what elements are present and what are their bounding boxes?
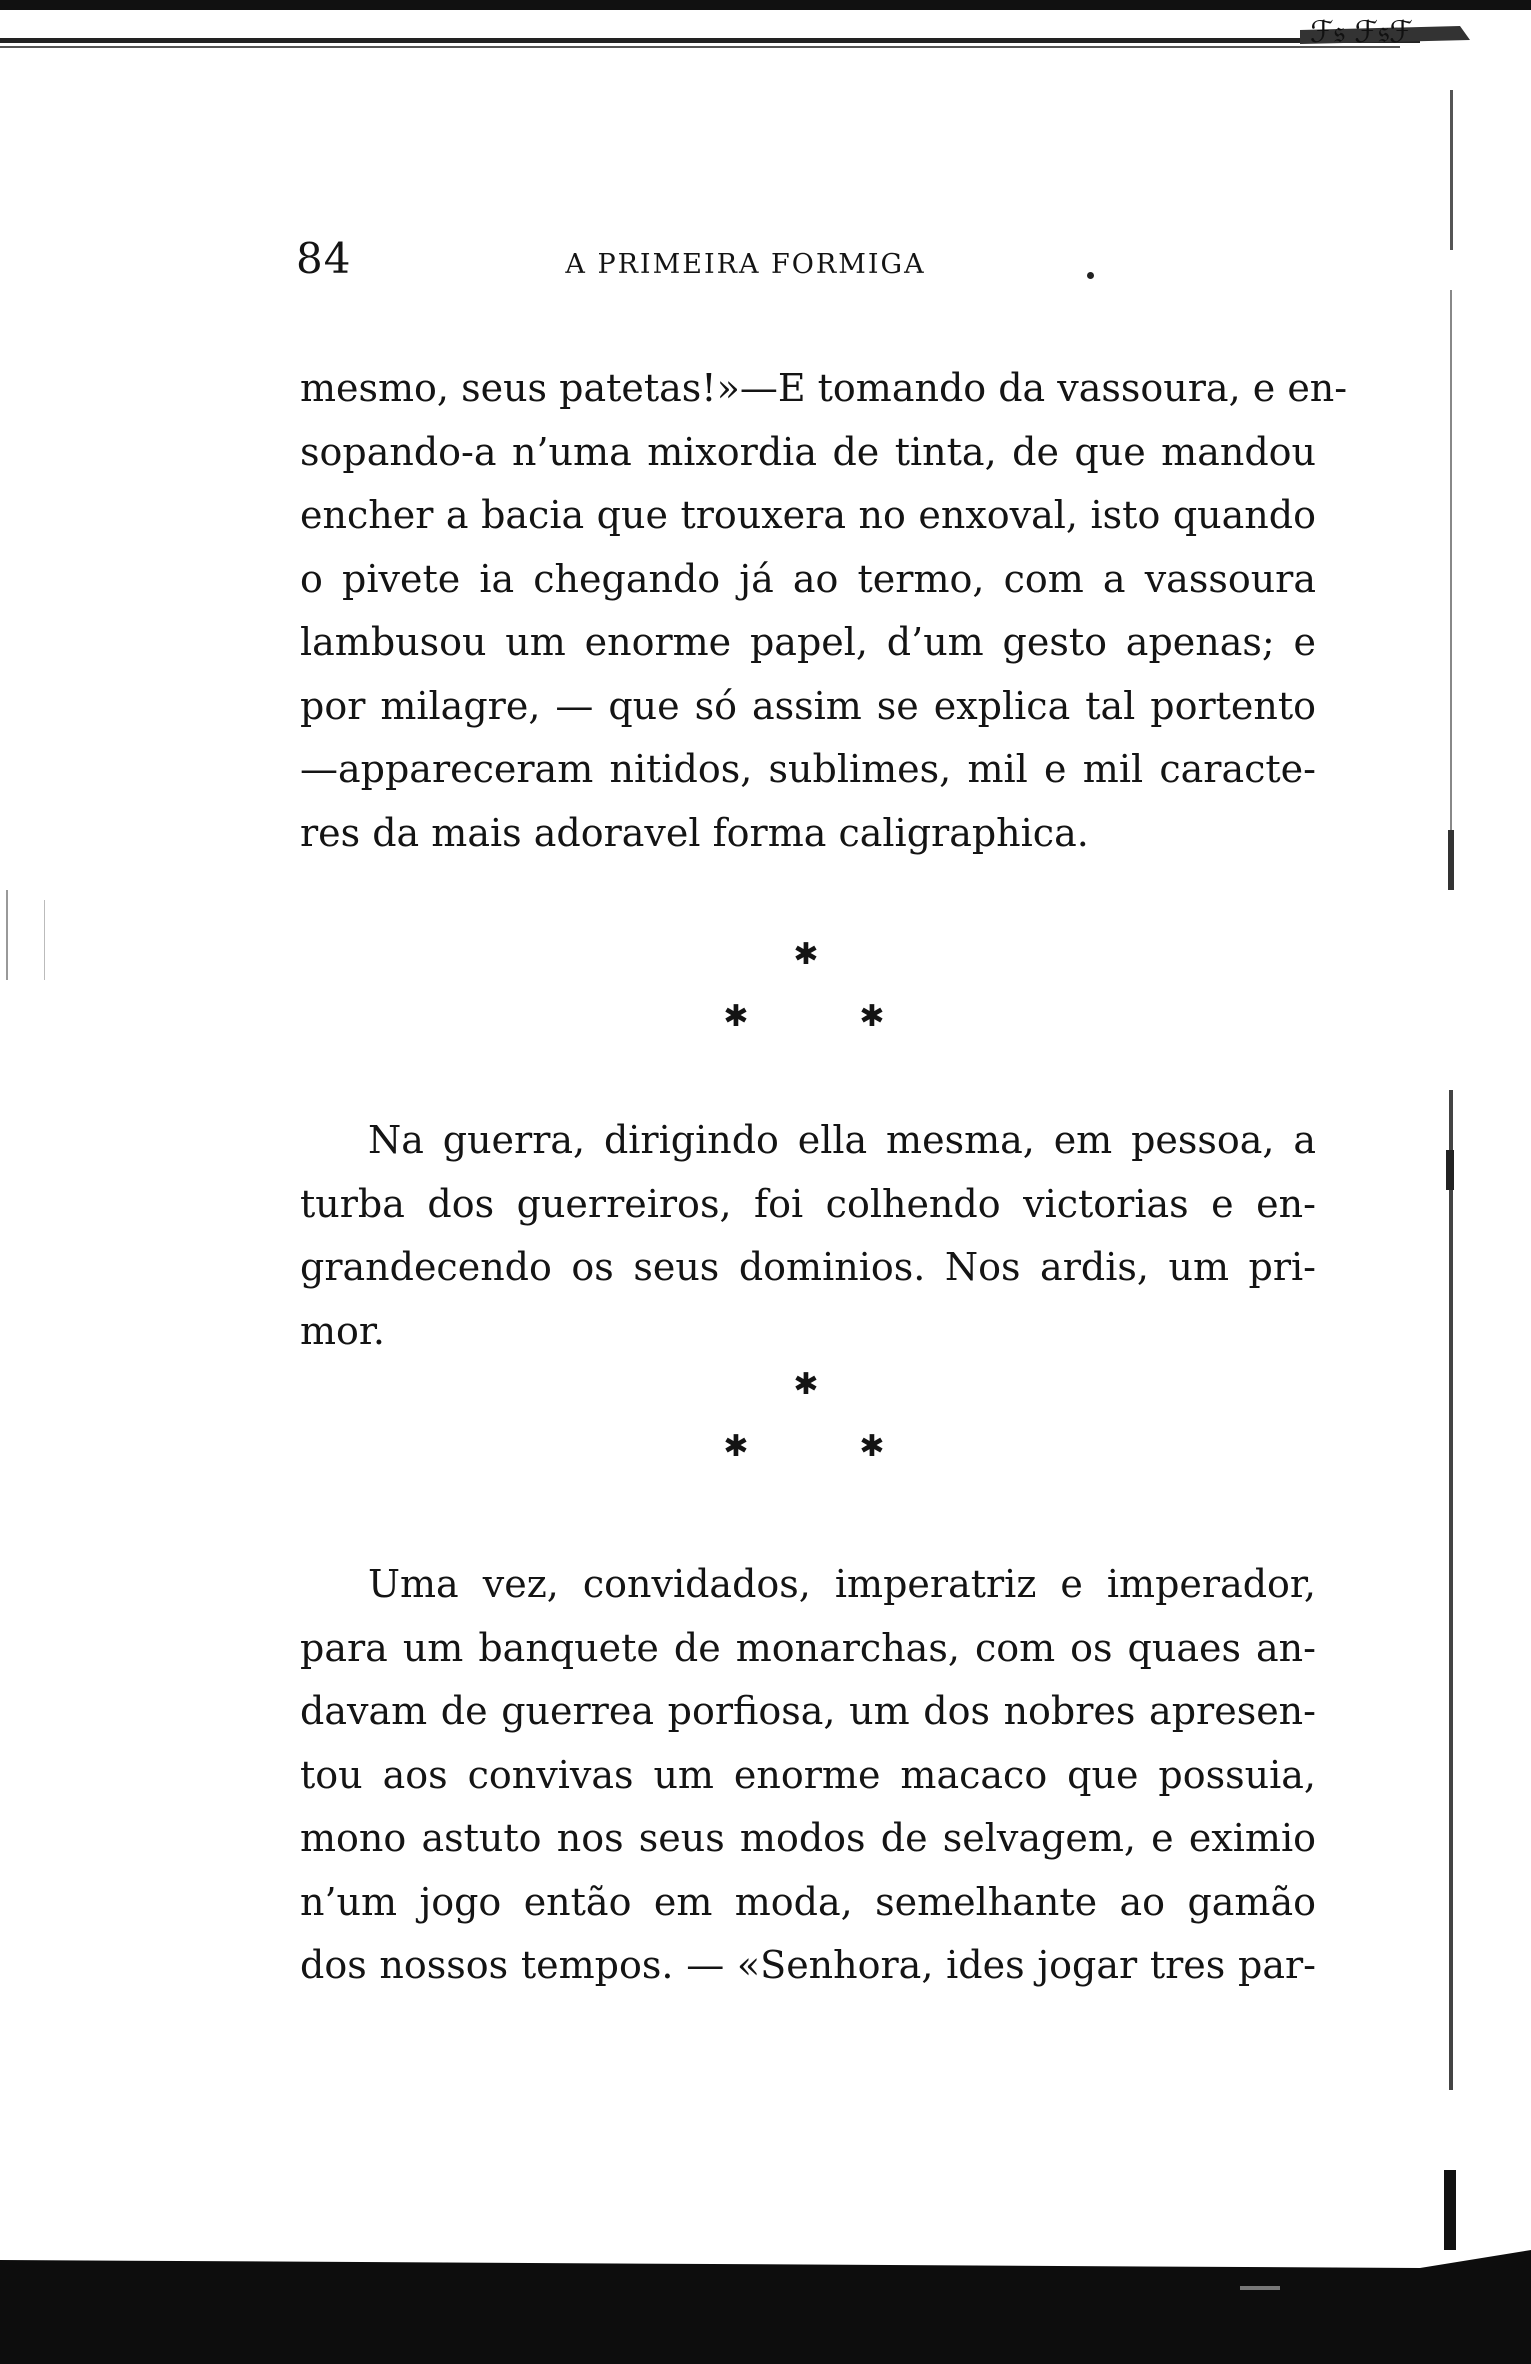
asterisk-right: ✱ — [859, 999, 885, 1034]
scan-right-edge — [1428, 90, 1458, 2250]
text-line: grandecendo os seus dominios. Nos ardis, um pri- — [300, 1245, 1316, 1289]
paragraph-3 — [300, 1553, 1316, 1998]
text-line: lambusou um enorme papel, d’um gesto apenas; e — [300, 620, 1316, 664]
text-line: encher a bacia que trouxera no enxoval, isto quando — [300, 493, 1316, 537]
text-line: sopando-a n’uma mixordia de tinta, de que mandou — [300, 429, 1316, 474]
text-line: turba dos guerreiros, foi colhendo victorias e en- — [300, 1181, 1316, 1226]
section-separator — [0, 937, 1531, 1050]
text-line: tou aos convivas um enorme macaco que possuia, — [300, 1752, 1316, 1797]
text-line: mesmo, seus patetas!»—E tomando da vassoura, e en- — [300, 366, 1348, 410]
running-head-dot — [1087, 272, 1094, 279]
asterisk-left: ✱ — [723, 1429, 749, 1464]
section-separator — [0, 1367, 1531, 1480]
text-line: res da mais adoravel forma caligraphica. — [300, 810, 1089, 855]
text-line: —appareceram nitidos, sublimes, mil e mil caracte- — [300, 747, 1316, 791]
text-line: davam de guerrea porfiosa, um dos nobres apresen- — [300, 1689, 1316, 1733]
paragraph-1 — [300, 357, 1348, 865]
text-line: Na guerra, dirigindo ella mesma, em pessoa, a — [368, 1118, 1316, 1162]
text-line: mono astuto nos seus modos de selvagem, e eximio — [300, 1816, 1316, 1860]
text-line: mor. — [300, 1308, 385, 1353]
text-line: para um banquete de monarchas, com os quaes an- — [300, 1625, 1316, 1670]
scan-bottom-band — [0, 2240, 1531, 2364]
text-line: por milagre, — que só assim se explica tal portento — [300, 683, 1316, 728]
text-line: dos nossos tempos. — «Senhora, ides jogar tres par- — [300, 1943, 1316, 1987]
asterisk-left: ✱ — [723, 999, 749, 1034]
page-number: 84 — [296, 234, 352, 283]
running-title: A PRIMEIRA FORMIGA — [565, 249, 926, 280]
asterisk-right: ✱ — [859, 1429, 885, 1464]
text-line: o pivete ia chegando já ao termo, com a vassoura — [300, 556, 1316, 601]
text-line: Uma vez, convidados, imperatriz e imperador, — [368, 1562, 1316, 1606]
scan-top-edge — [0, 0, 1531, 62]
asterisk-top: ✱ — [793, 937, 819, 972]
asterisk-top: ✱ — [793, 1367, 819, 1402]
svg-text:ℱ𝔰 ℱ𝔰ℱ: ℱ𝔰 ℱ𝔰ℱ — [1310, 15, 1413, 50]
text-line: n’um jogo então em moda, semelhante ao gamão — [300, 1879, 1316, 1924]
paragraph-2 — [300, 1109, 1316, 1363]
